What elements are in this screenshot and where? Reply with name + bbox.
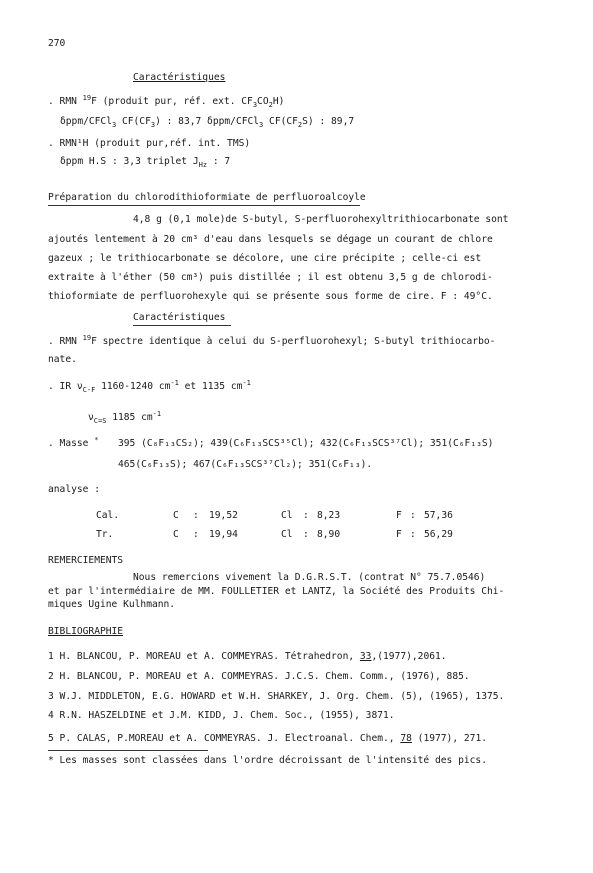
- delta1-sub2: 3: [150, 120, 156, 129]
- masse-line-2: 465(C₆F₁₃S); 467(C₆F₁₃SCS³⁷Cl₂); 351(C₆F₁₃).: [118, 459, 373, 470]
- rmn19-line: [48, 93, 285, 109]
- delta1-e: S) : 89,7: [302, 116, 355, 127]
- bib-ref-1-post: ,(1977),2061.: [371, 651, 447, 662]
- analyse-row-cal-c-sep: :: [193, 510, 199, 521]
- ir-c: et 1135 cm: [178, 381, 243, 392]
- analyse-row-tr-f-sep: :: [410, 529, 416, 540]
- delta1-c: ) : 83,7 δppm/CFCl: [155, 116, 260, 127]
- carac2-heading-underline: [133, 325, 231, 326]
- ir2-line: [88, 409, 162, 425]
- bib-ref-1-text: 1 H. BLANCOU, P. MOREAU et A. COMMEYRAS. Tétrahedron,: [48, 651, 360, 662]
- analyse-row-tr-c-val: 19,94: [209, 529, 238, 540]
- footnote: * Les masses sont classées dans l'ordre décroissant de l'intensité des pics.: [48, 755, 487, 766]
- analyse-row-tr-cl-val: 8,90: [317, 529, 341, 540]
- analyse-row-cal-f-val: 57,36: [424, 510, 453, 521]
- ir-sup1: -1: [170, 378, 179, 387]
- bib-ref-1-volume: 33: [359, 651, 372, 662]
- masse-label-text: . Masse: [48, 438, 95, 449]
- paragraph-line-2: ajoutés lentement à 20 cm³ d'eau dans lesquels se dégage un courant de chlore: [48, 234, 493, 245]
- rmn19-a: . RMN: [48, 96, 83, 107]
- analyse-row-cal-cl-val: 8,23: [317, 510, 341, 521]
- carac2-rmn-cont: nate.: [48, 354, 77, 365]
- delta1-d: CF(CF: [263, 116, 298, 127]
- analyse-row-tr-f-val: 56,29: [424, 529, 453, 540]
- bib-ref-2: 2 H. BLANCOU, P. MOREAU et A. COMMEYRAS. J.C.S. Chem. Comm., (1976), 885.: [48, 671, 470, 682]
- masse-label: [48, 435, 99, 450]
- delta1-a: δppm/CFCl: [60, 116, 112, 127]
- paragraph-line-4: extraite à l'éther (50 cm³) puis distillée ; il est obtenu 3,5 g de chlorodi-: [48, 272, 493, 283]
- delta1-sub4: 2: [297, 120, 303, 129]
- analyse-row-cal-f-sep: :: [410, 510, 416, 521]
- analyse-row-cal-name: Cal.: [96, 510, 120, 521]
- carac2-rmn-b: F spectre identique à celui du S-perfluorohexyl; S-butyl trithiocarbo-: [91, 336, 496, 347]
- delta1-line: [60, 116, 354, 128]
- rmn19-d: H): [272, 96, 285, 107]
- ir2-sub: C=S: [93, 416, 107, 425]
- carac2-rmn-a: . RMN: [48, 336, 83, 347]
- ir2-sup: -1: [152, 409, 162, 418]
- analyse-row-cal-f-label: F: [396, 510, 402, 521]
- section-title-underline: [48, 205, 360, 206]
- analyse-row-tr-cl-sep: :: [303, 529, 309, 540]
- section-title: Préparation du chlorodithioformiate de perfluoroalcoyle: [48, 192, 366, 203]
- delta2-line: [60, 156, 230, 168]
- masse-star: *: [94, 435, 99, 444]
- bib-ref-5-post: (1977), 271.: [411, 733, 487, 744]
- analyse-row-tr-f-label: F: [396, 529, 402, 540]
- analyse-row-cal-cl-sep: :: [303, 510, 309, 521]
- masse-line-1: 395 (C₈F₁₃CS₂); 439(C₆F₁₃SCS³⁵Cl); 432(C₆F₁₃SCS³⁷Cl); 351(C₆F₁₃S): [118, 438, 494, 449]
- analyse-row-tr-cl-label: Cl: [281, 529, 293, 540]
- paragraph-line-5: thioformiate de perfluorohexyle qui se présente sous forme de cire. F : 49°C.: [48, 291, 493, 302]
- rmn19-b: F (produit pur, réf. ext. CF: [91, 96, 253, 107]
- footnote-rule: [48, 750, 208, 751]
- analyse-row-tr-c-sep: :: [193, 529, 199, 540]
- remerciements-line-1: Nous remercions vivement la D.G.R.S.T. (contrat N° 75.7.0546): [133, 572, 486, 583]
- rmn19-sup: 19: [82, 93, 92, 102]
- paragraph-line-3: gazeux ; le trithiocarbonate se décolore, une cire précipite ; celle-ci est: [48, 253, 482, 264]
- carac2-rmn-sup: 19: [82, 333, 92, 342]
- analyse-label: analyse :: [48, 484, 100, 495]
- ir-line: [48, 378, 251, 394]
- delta2-a: δppm H.S : 3,3 triplet J: [60, 156, 199, 167]
- remerciements-title: REMERCIEMENTS: [48, 555, 124, 566]
- analyse-row-cal-c-val: 19,52: [209, 510, 238, 521]
- ir2-b: 1185 cm: [106, 412, 153, 423]
- ir-sup2: -1: [242, 378, 251, 387]
- rmn19-sub1: 3: [252, 100, 258, 109]
- bib-ref-5: [48, 733, 487, 745]
- bib-ref-5-volume: 78: [400, 733, 412, 744]
- delta1-sub1: 3: [111, 120, 117, 129]
- rmn19-c: CO: [257, 96, 269, 107]
- bib-ref-1: [48, 651, 447, 663]
- ir-b: 1160-1240 cm: [95, 381, 171, 392]
- analyse-row-cal-c-label: C: [173, 510, 179, 521]
- bibliographie-title: BIBLIOGRAPHIE: [48, 626, 124, 637]
- rmn19-sub2: 2: [268, 100, 273, 109]
- bib-ref-5-text: 5 P. CALAS, P.MOREAU et A. COMMEYRAS. J. Electroanal. Chem.,: [48, 733, 401, 744]
- delta1-b: CF(CF: [116, 116, 151, 127]
- analyse-row-tr-c-label: C: [173, 529, 179, 540]
- rmn1h-line: . RMN¹H (produit pur,réf. int. TMS): [48, 138, 251, 149]
- analyse-row-tr-name: Tr.: [96, 529, 114, 540]
- remerciements-line-2: et par l'intermédiaire de MM. FOULLETIER et LANTZ, la Société des Produits Chi-: [48, 586, 505, 597]
- ir-a: . IR ν: [48, 381, 83, 392]
- remerciements-line-3: miques Ugine Kulhmann.: [48, 599, 176, 610]
- ir-sub: C-F: [82, 385, 96, 394]
- delta2-b: : 7: [207, 156, 231, 167]
- bib-ref-3: 3 W.J. MIDDLETON, E.G. HOWARD et W.H. SHARKEY, J. Org. Chem. (5), (1965), 1375.: [48, 691, 505, 702]
- page-number: 270: [48, 38, 66, 49]
- analyse-row-cal-cl-label: Cl: [281, 510, 293, 521]
- bib-ref-4: 4 R.N. HASZELDINE et J.M. KIDD, J. Chem. Soc., (1955), 3871.: [48, 710, 395, 721]
- ir2-a: ν: [88, 412, 94, 423]
- carac2-rmn-line: [48, 333, 496, 348]
- carac1-heading: Caractéristiques: [133, 72, 226, 83]
- delta1-sub3: 3: [259, 120, 264, 129]
- carac2-heading: Caractéristiques: [133, 312, 226, 323]
- delta2-sub: Hz: [198, 160, 208, 169]
- paragraph-line-1: 4,8 g (0,1 mole)de S-butyl, S-perfluorohexyltrithiocarbonate sont: [133, 214, 509, 225]
